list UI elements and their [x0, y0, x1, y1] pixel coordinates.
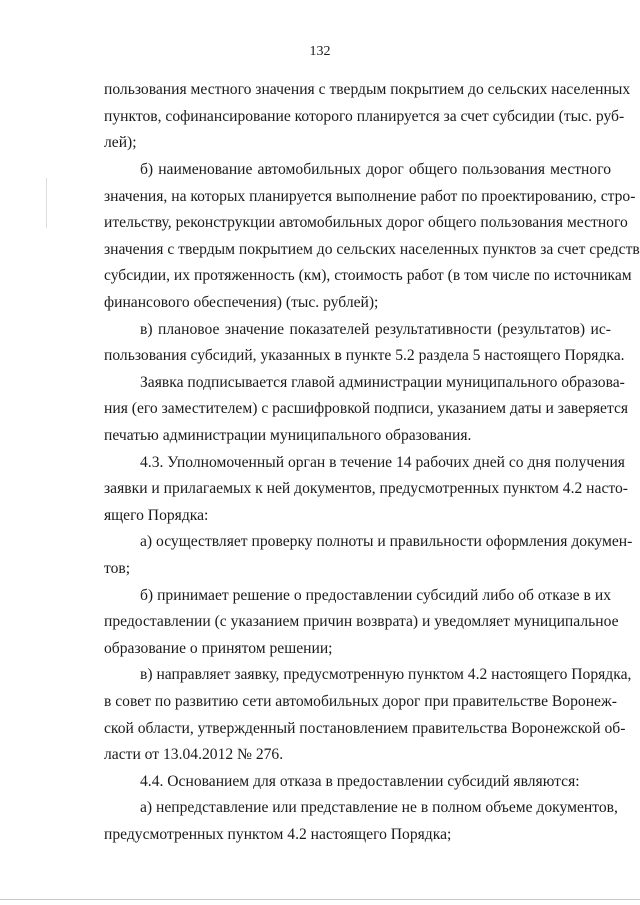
page-number: 132 [309, 44, 331, 59]
text-line: предоставлении (с указанием причин возврата) и уведомляет муниципальное [104, 613, 619, 630]
text-line: лей); [104, 134, 137, 151]
text-line: а) непредставление или представление не в полном объеме документов, [140, 799, 618, 816]
text-line: в) направляет заявку, предусмотренную пунктом 4.2 настоящего Порядка, [140, 666, 632, 683]
text-line: в) плановое значение показателей результативности (результатов) ис- [140, 321, 611, 338]
text-line: 4.4. Основанием для отказа в предоставлении субсидий являются: [140, 773, 580, 790]
text-line: заявки и прилагаемых к ней документов, предусмотренных пунктом 4.2 насто- [104, 480, 628, 497]
text-line: пунктов, софинансирование которого планируется за счет субсидии (тыс. руб- [104, 108, 625, 125]
text-line: субсидии, их протяженность (км), стоимость работ (в том числе по источникам [104, 267, 632, 284]
text-line: образование о принятом решении; [104, 640, 333, 657]
text-line: тов; [104, 560, 131, 577]
text-line: предусмотренных пунктом 4.2 настоящего Порядка; [104, 826, 452, 843]
text-line: значения, на которых планируется выполнение работ по проектированию, стро- [104, 188, 636, 205]
text-line: печатью администрации муниципального образования. [104, 427, 472, 444]
text-line: пользования субсидий, указанных в пункте 5.2 раздела 5 настоящего Порядка. [104, 347, 625, 364]
text-line: Заявка подписывается главой администрации муниципального образова- [140, 374, 625, 391]
text-line: ительству, реконструкции автомобильных дорог общего пользования местного [104, 214, 628, 231]
bottom-edge-line [0, 899, 640, 900]
text-line: пользования местного значения с твердым покрытием до сельских населенных [104, 81, 631, 98]
text-line: ласти от 13.04.2012 № 276. [104, 746, 284, 763]
text-line: ской области, утвержденный постановлением правительства Воронежской об- [104, 720, 626, 737]
text-line: значения с твердым покрытием до сельских населенных пунктов за счет средств [104, 241, 640, 258]
text-line: ящего Порядка: [104, 507, 209, 524]
margin-mark [46, 178, 47, 228]
text-line: б) принимает решение о предоставлении субсидий либо об отказе в их [140, 587, 611, 604]
text-line: финансового обеспечения) (тыс. рублей); [104, 294, 379, 311]
text-line: 4.3. Уполномоченный орган в течение 14 рабочих дней со дня получения [140, 454, 625, 471]
text-line: а) осуществляет проверку полноты и правильности оформления докумен- [140, 533, 633, 550]
text-line: б) наименование автомобильных дорог общего пользования местного [140, 161, 611, 178]
text-line: в совет по развитию сети автомобильных дорог при правительстве Воронеж- [104, 693, 617, 710]
text-line: ния (его заместителем) с расшифровкой подписи, указанием даты и заверяется [104, 400, 629, 417]
